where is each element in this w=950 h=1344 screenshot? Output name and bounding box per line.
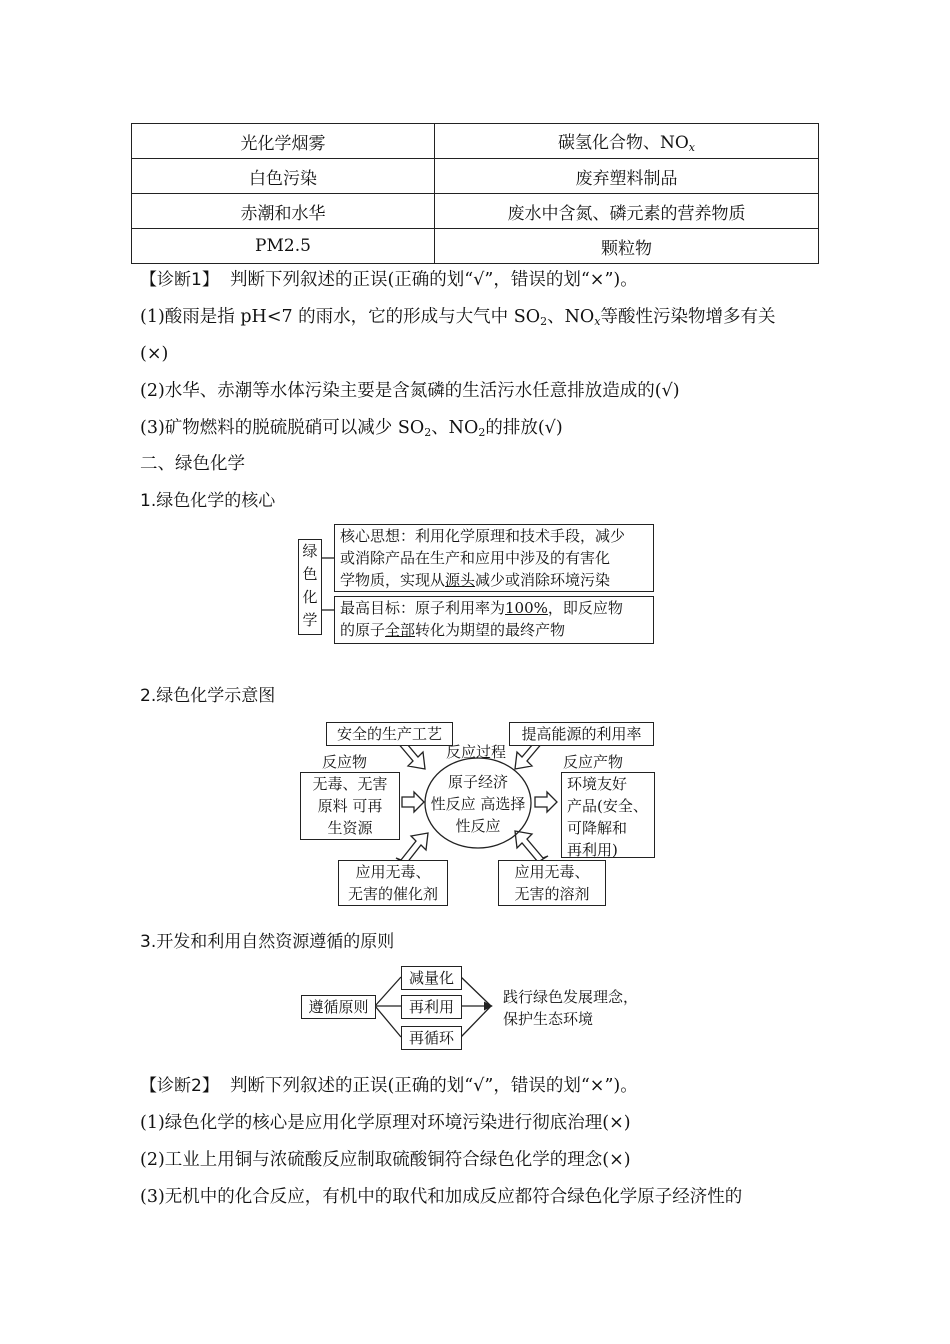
diag1-q3: (3)矿物燃料的脱硫脱硝可以减少 $SO_2$、$NO_2$的排放(√) bbox=[140, 418, 563, 439]
table-cell: 赤潮和水华 bbox=[132, 194, 435, 229]
reactant-box: 无毒、无害 原料 可再 生资源 bbox=[300, 772, 400, 840]
green-chem-vertical-label: 绿 色 化 学 bbox=[298, 539, 322, 635]
table-cell: 白色污染 bbox=[132, 159, 435, 194]
diag1-q1: (1)酸雨是指 pH<7 的雨水，它的形成与大气中 $SO_2$、$NO_x$等酸性污染物增多有关 bbox=[140, 307, 776, 328]
diag2-prompt-line bbox=[140, 1074, 638, 1098]
catalyst-box: 应用无毒、 无害的催化剂 bbox=[338, 860, 448, 906]
table-cell: PM2.5 bbox=[132, 229, 435, 264]
diag2-q2: (2)工业上用铜与浓硫酸反应制取硫酸铜符合绿色化学的理念(×) bbox=[140, 1150, 631, 1170]
product-box: 环境友好 产品(安全、 可降解和 再利用) bbox=[561, 772, 655, 858]
table-cell: 废弃塑料制品 bbox=[435, 159, 819, 194]
table-cell: 废水中含氮、磷元素的营养物质 bbox=[435, 194, 819, 229]
section-title: 二、绿色化学 bbox=[140, 454, 245, 474]
core-idea-box: 核心思想：利用化学原理和技术手段，减少 或消除产品在生产和应用中涉及的有害化 学物质，实现从源头减少或消除环境污染 bbox=[334, 524, 654, 592]
solvent-box: 应用无毒、 无害的溶剂 bbox=[498, 860, 606, 906]
principle-recycle-box: 再循环 bbox=[401, 1026, 462, 1050]
table-cell: 光化学烟雾 bbox=[132, 124, 435, 159]
diag2-tag: 【诊断2】 bbox=[140, 1076, 219, 1096]
principle-goal-text: 践行绿色发展理念， 保护生态环境 bbox=[503, 988, 639, 1028]
principle-root-box: 遵循原则 bbox=[301, 995, 376, 1019]
core-goal-box: 最高目标：原子利用率为100%，即反应物 的原子全部转化为期望的最终产物 bbox=[334, 596, 654, 644]
energy-box: 提高能源的利用率 bbox=[509, 722, 654, 746]
diag1-prompt: 判断下列叙述的正误(正确的划“√”，错误的划“×”)。 bbox=[229, 270, 638, 290]
product-label: 反应产物 bbox=[563, 753, 624, 771]
principle-reduce-box: 减量化 bbox=[401, 966, 462, 990]
reactant-label: 反应物 bbox=[322, 753, 368, 771]
diag1-q2: (2)水华、赤潮等水体污染主要是含氮磷的生活污水任意排放造成的(√) bbox=[140, 381, 680, 401]
diag2-prompt: 判断下列叙述的正误(正确的划“√”，错误的划“×”)。 bbox=[229, 1076, 638, 1096]
safe-process-box: 安全的生产工艺 bbox=[326, 722, 453, 746]
process-label: 反应过程 bbox=[446, 743, 507, 761]
table-cell: 碳氢化合物、$NO_x$ bbox=[435, 124, 819, 159]
principle-reuse-box: 再利用 bbox=[401, 995, 462, 1019]
diag1-q1-mark: (×) bbox=[140, 344, 169, 364]
table-cell: 颗粒物 bbox=[435, 229, 819, 264]
diag2-q3: (3)无机中的化合反应，有机中的取代和加成反应都符合绿色化学原子经济性的 bbox=[140, 1187, 743, 1207]
center-reaction-text: 原子经济 性反应 高选择 性反应 bbox=[430, 773, 526, 835]
heading-core: 1.绿色化学的核心 bbox=[140, 491, 276, 511]
heading-principle: 3.开发和利用自然资源遵循的原则 bbox=[140, 932, 395, 952]
diag1-tag: 【诊断1】 bbox=[140, 270, 219, 290]
heading-scheme: 2.绿色化学示意图 bbox=[140, 686, 276, 706]
diag2-q1: (1)绿色化学的核心是应用化学原理对环境污染进行彻底治理(×) bbox=[140, 1113, 631, 1133]
